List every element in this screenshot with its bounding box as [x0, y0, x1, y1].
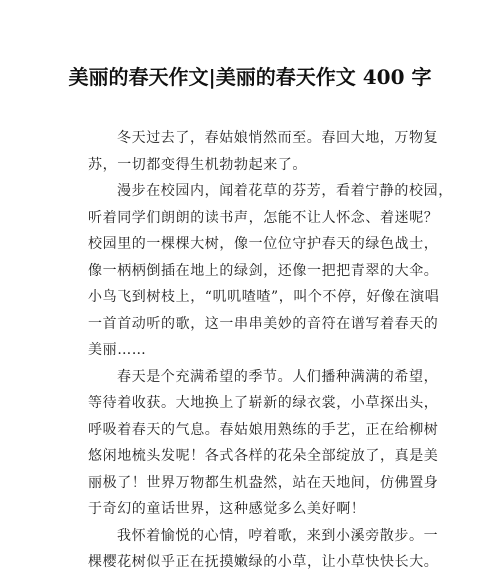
paragraph-line: 一首首动听的歌，这一串串美妙的音符在谱写着春天的	[88, 315, 439, 332]
paragraph-line: 丽极了！世界万物都生机盎然，站在天地间，仿佛置身	[88, 474, 439, 491]
paragraph-line: 棵樱花树似乎正在抚摸嫩绿的小草，让小草快快长大。	[88, 554, 439, 570]
paragraph-line: 我怀着愉悦的心情，哼着歌，来到小溪旁散步。一	[117, 527, 439, 544]
paragraph-line: 听着同学们朗朗的读书声，怎能不让人怀念、着迷呢？	[88, 209, 439, 226]
paragraph-line: 呼吸着春天的气息。春姑娘用熟练的手艺，正在给柳树	[88, 421, 439, 438]
paragraph-line: 漫步在校园内，闻着花草的芬芳，看着宁静的校园，	[117, 183, 453, 199]
paragraph-line: 悠闲地梳头发呢！各式各样的花朵全部绽放了，真是美	[88, 448, 439, 464]
document-title: 美丽的春天作文|美丽的春天作文 400 字	[68, 65, 432, 89]
paragraph-line: 冬天过去了，春姑娘悄然而至。春回大地，万物复	[117, 130, 439, 146]
paragraph-line: 美丽……	[88, 342, 147, 358]
paragraph-line: 等待着收获。大地换上了崭新的绿衣裳，小草探出头，	[88, 395, 439, 411]
paragraph-line: 小鸟飞到树枝上，“叽叽喳喳”，叫个不停，好像在演唱	[88, 289, 440, 305]
paragraph-line: 春天是个充满希望的季节。人们播种满满的希望，	[117, 368, 439, 385]
paragraph-line: 于奇幻的童话世界，这种感觉多么美好啊！	[88, 501, 366, 517]
paragraph-line: 苏，一切都变得生机勃勃起来了。	[88, 156, 307, 173]
document-body	[88, 125, 453, 576]
paragraph-line: 像一柄柄倒插在地上的绿剑，还像一把把青翠的大伞。	[88, 262, 439, 279]
paragraph-line: 校园里的一棵棵大树，像一位位守护春天的绿色战士，	[88, 236, 439, 252]
